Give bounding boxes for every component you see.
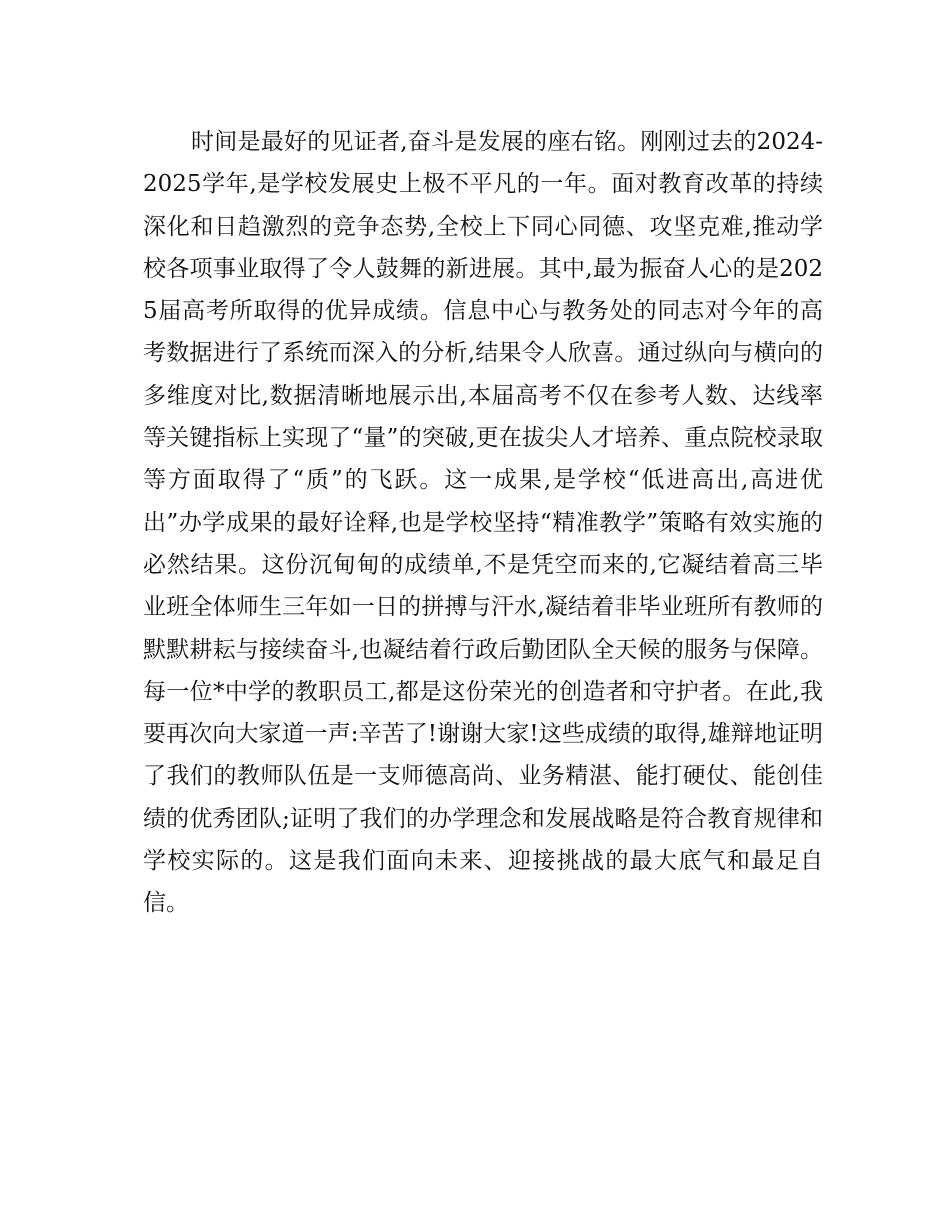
body-paragraph: 时间是最好的见证者,奋斗是发展的座右铭。刚刚过去的2024-2025学年,是学校发展史上极不平凡的一年。面对教育改革的持续深化和日趋激烈的竞争态势,全校上下同心同德、攻坚克难,推动学校各项事业取得了令人鼓舞的新进展。其中,最为振奋人心的是2025届高考所取得的优异成绩。信息中心与教务处的同志对今年的高考数据进行了系统而深入的分析,结果令人欣喜。通过纵向与横向的多维度对比,数据清晰地展示出,本届高考不仅在参考人数、达线率等关键指标上实现了“量”的突破,更在拔尖人才培养、重点院校录取等方面取得了“质”的飞跃。这一成果,是学校“低进高出,高进优出”办学成果的最好诠释,也是学校坚持“精准教学”策略有效实施的必然结果。这份沉甸甸的成绩单,不是凭空而来的,它凝结着高三毕业班全体师生三年如一日的拼搏与汗水,凝结着非毕业班所有教师的默默耕耘与接续奋斗,也凝结着行政后勤团队全天候的服务与保障。每一位*中学的教职员工,都是这份荣光的创造者和守护者。在此,我要再次向大家道一声:辛苦了!谢谢大家!这些成绩的取得,雄辩地证明了我们的教师队伍是一支师德高尚、业务精湛、能打硬仗、能创佳绩的优秀团队;证明了我们的办学理念和发展战略是符合教育规律和学校实际的。这是我们面向未来、迎接挑战的最大底气和最足自信。 <box>143 129 823 917</box>
